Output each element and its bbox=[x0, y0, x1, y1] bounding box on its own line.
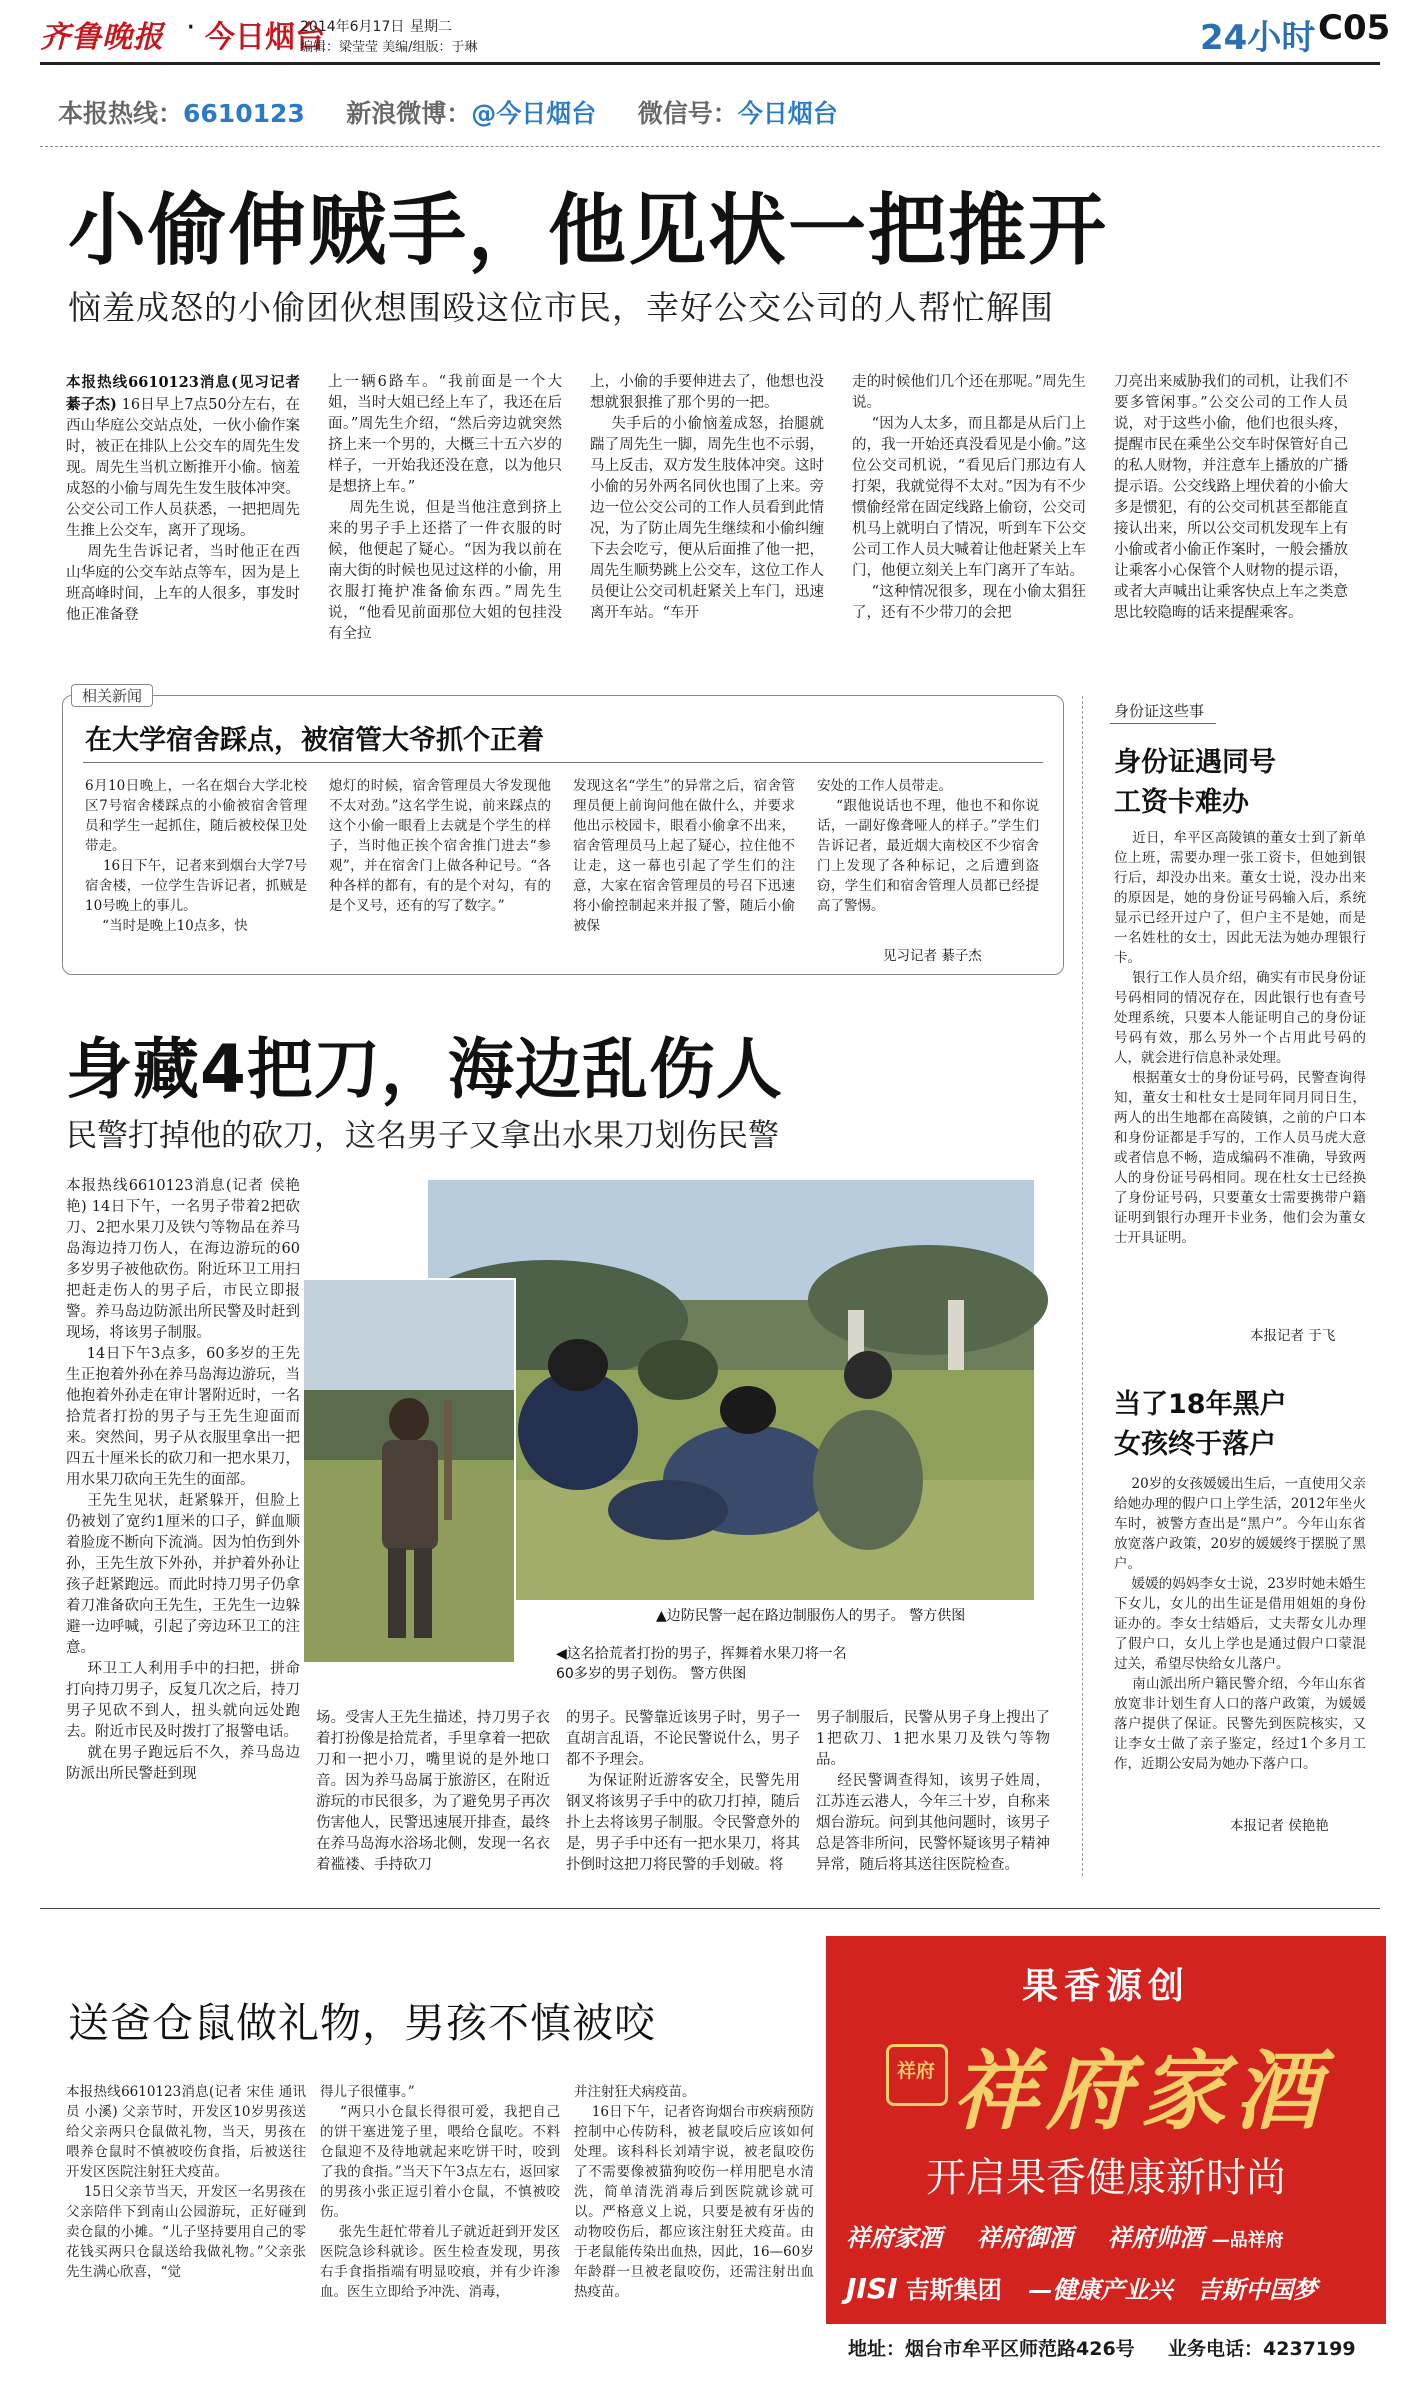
sidebar2-body: 20岁的女孩媛媛出生后，一直使用父亲给她办理的假户口上学生活，2012年坐火车时，被警方查出是“黑户”。今年山东省放宽落户政策，20岁的媛媛终于摆脱了黑户。 媛媛的妈妈李女士说，23岁时她未婚生下女儿，女儿的出生证是借用姐姐的身份证办的。李女士结婚后，丈夫帮女儿办理了假户口，女儿上学也是通过假户口蒙混过关，希望尽快给女儿落户。 南山派出所户籍民警介绍，今年山东省放宽非计划生育人口的落户政策，为媛媛落户提供了保证。民警先到医院核实，又让李女士做了亲子鉴定，经过1个多月工作，近期公安局为她办下落户口。 bbox=[1114, 1476, 1366, 1772]
related-column-2: 熄灯的时候，宿舍管理员大爷发现他不太对劲。”这名学生说，前来踩点的这个小偷一眼看上去就是个学生的样子，当时他正挨个宿舍推门进去“参观”，并在宿舍门上做各种记号。“各种各样的都有，有的是个对勾，有的是个叉号，还有的写了数字。” bbox=[329, 778, 551, 914]
ad-products bbox=[846, 2218, 1376, 2253]
article1-column-4: 走的时候他们几个还在那呢。”周先生说。 “因为人太多，而且都是从后门上的，我一开始还真没看见是小偷。”这位公交司机说，“看见后门那边有人打架，我就觉得不太对。”因为有不少惯偷经常在固定线路上偷窃，公交司机马上就明白了情况，听到车下公交公司工作人员大喊着让他赶紧关上车门，他便立刻关上车门离开了车站。 “这种情况很多，现在小偷太猖狂了，还有不少带刀的会把 bbox=[852, 374, 1087, 621]
article2-main-photo bbox=[428, 1180, 1034, 1600]
article3-column-3: 并注射狂犬病疫苗。 16日下午，记者咨询烟台市疾病预防控制中心传防科，被老鼠咬后应该如何处理。该科科长刘靖宇说，被老鼠咬伤了不需要像被猫狗咬伤一样用肥皂水清洗，简单清洗消毒后到医院就诊就可以。严格意义上说，只要是被有牙齿的动物咬伤后，都应该注射狂犬疫苗。由于老鼠能传染出血热，因此，16—60岁年龄群一旦被老鼠咬伤，还需注射出血热疫苗。 bbox=[574, 2084, 814, 2300]
related-col4-text: 安处的工作人员带走。 “跟他说话也不理，他也不和你说话，一副好像聋哑人的样子。”学生们告诉记者，最近烟大南校区不少宿舍门上发现了各种标记，之后遭到盗窃，学生们和宿舍管理人员都已经提高了警惕。 bbox=[817, 778, 1039, 914]
article2-headline: 身藏4把刀，海边乱伤人 bbox=[66, 1031, 783, 1108]
hotline-rule bbox=[40, 146, 1380, 147]
ad-group-slogan-1: —健康产业兴 bbox=[1028, 2276, 1173, 2304]
weibo-label: 新浪微博： bbox=[346, 99, 472, 128]
weibo-value: @今日烟台 bbox=[471, 99, 597, 128]
ad-group-logo: JISI bbox=[846, 2272, 898, 2305]
sidebar1-body: 近日，牟平区高陵镇的董女士到了新单位上班，需要办理一张工资卡，但她到银行后，却没办出来。董女士说，没办出来的原因是，她的身份证号码输入后，系统显示已经开过户了，但户主不是她，而是一名姓杜的女士，因此无法为她办理银行卡。 银行工作人员介绍，确实有市民身份证号码相同的情况存在，因此银行也有查号处理系统，只要本人能证明自己的身份证号码有效，那么另外一个占用此号码的人，就会进行信息补录处理。 根据董女士的身份证号码，民警查询得知，董女士和杜女士是同年同月同日生，两人的出生地都在高陵镇，之前的户口本和身份证都是手写的，工作人员马虎大意或者信息不畅，造成编码不准确，导致两人的身份证号码相同。现在杜女士已经换了身份证号码，只要董女士需要携带户籍证明到银行办理开卡业务，他们会为董女士开具证明。 bbox=[1114, 830, 1366, 1246]
article1-byline: 本报热线6610123消息(见习记者 綦子杰) bbox=[66, 374, 306, 413]
ad-footer bbox=[826, 2324, 1386, 2370]
ad-group-name: 吉斯集团 bbox=[905, 2276, 1002, 2304]
sidebar-divider bbox=[1082, 696, 1083, 1876]
article2-column-1: 本报热线6610123消息(记者 侯艳艳) 14日下午，一名男子带着2把砍刀、2把水果刀及铁勺等物品在养马岛海边持刀伤人，在海边游玩的60多岁男子被他砍伤。附近环卫工用扫把赶走伤人的男子后，市民立即报警。养马岛边防派出所民警及时赶到现场，将该男子制服。 14日下午3点多，60多岁的王先生正抱着外孙在养马岛海边游玩，当他抱着外孙走在审计署附近时，一名拾荒者打扮的男子与王先生迎面而来。突然间，男子从衣服里拿出一把四五十厘米长的砍刀和一把水果刀，用水果刀砍向王先生的面部。 王先生见状，赶紧躲开，但脸上仍被划了宽约1厘米的口子，鲜血顺着脸庞不断向下流淌。因为怕伤到外孙，王先生放下外孙，并护着外孙让孩子赶紧跑远。而此时持刀男子仍拿着刀准备砍向王先生，王先生一边躲避一边呼喊，引起了旁边环卫工的注意。 环卫工人利用手中的扫把，拼命打向持刀男子，反复几次之后，持刀男子见砍不到人，扭头就向远处跑去。附近市民及时拨打了报警电话。 就在男子跑远后不久，养马岛边防派出所民警赶到现 bbox=[66, 1178, 301, 1782]
masthead bbox=[0, 0, 1417, 70]
related-headline: 在大学宿舍踩点，被宿管大爷抓个正着 bbox=[85, 725, 544, 756]
ad-address: 地址：烟台市牟平区师范路426号 bbox=[848, 2338, 1135, 2360]
article3-column-2: 得儿子很懂事。” “两只小仓鼠长得很可爱，我把自己的饼干塞进笼子里，喂给仓鼠吃。不料仓鼠迎不及待地就起来吃饼干时，咬到了我的食指。”当天下午3点左右，返回家的男孩小张正逗引着小仓鼠，不慎被咬伤。 张先生赶忙带着儿子就近赶到开发区医院急诊科就诊。医生检查发现，男孩右手食指指端有明显咬痕，并有少许渗血。医生立即给予冲洗、消毒， bbox=[320, 2084, 560, 2300]
inset-scene-illustration bbox=[304, 1280, 514, 1662]
article1-col1-text: 16日早上7点50分左右，在西山华庭公交站点处，一伙小偷作案时，被正在排队上公交车的周先生发现。周先生当机立断推开小偷。恼羞成怒的小偷与周先生发生肢体冲突。公交公司工作人员获悉，一把把周先生推上公交车，离开了现场。 周先生告诉记者，当时他正在西山华庭的公交车站点等车，因为是上班高峰时间，上车的人很多，事发时他正准备登 bbox=[66, 397, 301, 623]
article1-column-5: 刀亮出来威胁我们的司机，让我们不要多管闲事。”公交公司的工作人员说，对于这些小偷，他们也很头疼，提醒市民在乘坐公交车时保管好自己的私人财物，并注意车上播放的广播提示语。公交线路上埋伏着的小偷大多是惯犯，有的公交司机甚至都能直接认出来，所以公交司机发现车上有小偷或者小偷正作案时，一般会播放让乘客小心保管个人财物的提示语，或者大声喊出让乘客快点上车之类意思比较隐晦的话来提醒乘客。 bbox=[1114, 374, 1348, 621]
ad-product-3: 祥府帅酒 bbox=[1107, 2224, 1204, 2252]
article2-column-3: 的男子。民警靠近该男子时，男子一直胡言乱语，不论民警说什么，男子都不予理会。 为保证附近游客安全，民警先用钢叉将该男子手中的砍刀打掉，随后扑上去将该男子制服。令民警意外的是，男子手中还有一把水果刀，将其扑倒时这把刀将民警的手划破。将 bbox=[566, 1710, 801, 1873]
advertisement bbox=[826, 1936, 1386, 2370]
inset-photo-caption: ◀这名拾荒者打扮的男子，挥舞着水果刀将一名60多岁的男子划伤。 警方供图 bbox=[556, 1646, 847, 1682]
sidebar1 bbox=[1100, 700, 1368, 1360]
related-byline: 见习记者 綦子杰 bbox=[883, 948, 982, 964]
article1-headline: 小偷伸贼手，他见状一把推开 bbox=[68, 186, 1109, 276]
article1-subhead: 恼羞成怒的小偷团伙想围殴这位市民，幸好公交公司的人帮忙解围 bbox=[68, 288, 1054, 327]
article3-headline: 送爸仓鼠做礼物，男孩不慎被咬 bbox=[68, 1999, 656, 2047]
ad-group-row bbox=[846, 2270, 1376, 2305]
sidebar1-headline-1: 身份证遇同号 bbox=[1114, 747, 1276, 778]
issue-weekday: 星期二 bbox=[410, 19, 452, 35]
article2-column-2: 场。受害人王先生描述，持刀男子衣着打扮像是拾荒者，手里拿着一把砍刀和一把小刀，嘴里说的是外地口音。因为养马岛属于旅游区，在附近游玩的市民很多，为了避免男子再次伤害他人，民警迅速展开排查，最终在养马岛海水浴场北侧，发现一名衣着褴褛、手持砍刀 bbox=[316, 1710, 550, 1873]
section-right: 24小时 bbox=[1200, 18, 1316, 58]
related-column-1: 6月10日晚上，一名在烟台大学北校区7号宿舍楼踩点的小偷被宿舍管理员和学生一起抓住，随后被校保卫处带走。 16日下午，记者来到烟台大学7号宿舍楼，一位学生告诉记者，抓贼是10号晚上的事儿。 “当时是晚上10点多，快 bbox=[85, 778, 307, 934]
ad-brand: 祥府家酒 bbox=[952, 2041, 1328, 2142]
main-photo-caption: ▲边防民警一起在路边制服伤人的男子。 警方供图 bbox=[656, 1608, 966, 1624]
sidebar2 bbox=[1100, 1382, 1368, 1852]
article3-column-1: 本报热线6610123消息(记者 宋佳 通讯员 小溪) 父亲节时，开发区10岁男孩送给父亲两只仓鼠做礼物，当天，男孩在喂养仓鼠时不慎被咬伤食指，后被送往开发区医院注射狂犬疫苗。 15日父亲节当天，开发区一名男孩在父亲陪伴下到南山公园游玩，正好碰到卖仓鼠的小摊。“儿子坚持要用自己的零花钱买两只仓鼠送给我做礼物。”父亲张先生满心欣喜，“觉 bbox=[66, 2084, 306, 2280]
article1-column-3: 上，小偷的手要伸进去了，他想也没想就狠狠推了那个男的一把。 失手后的小偷恼羞成怒，抬腿就踹了周先生一脚，周先生也不示弱，马上反击，双方发生肢体冲突。这时小偷的另外两名同伙也围了上来。旁边一位公交公司的工作人员看到此情况，为了防止周先生继续和小偷纠缠下去会吃亏，便从后面推了他一把，周先生顺势跳上公交车，这位工作人员便让公交司机赶紧关上车门，迅速离开车站。“车开 bbox=[590, 374, 825, 621]
article1-body bbox=[66, 372, 1356, 672]
ad-slogan: 开启果香健康新时尚 bbox=[926, 2155, 1286, 2201]
sidebar2-byline: 本报记者 侯艳艳 bbox=[1230, 1818, 1329, 1834]
hotline-label: 本报热线： bbox=[58, 99, 184, 128]
sidebar2-headline-1: 当了18年黑户 bbox=[1114, 1389, 1287, 1420]
article2-inset-photo bbox=[302, 1278, 516, 1664]
related-headline-rule bbox=[83, 762, 1043, 763]
scene-illustration bbox=[428, 1180, 1034, 1600]
related-news-box bbox=[62, 687, 1064, 975]
article2-bottom-rule bbox=[40, 1908, 1380, 1909]
editors-credit: 编辑：梁莹莹 美编/组版：于琳 bbox=[300, 40, 478, 55]
wechat-value: 今日烟台 bbox=[737, 99, 838, 128]
sidebar2-headline-2: 女孩终于落户 bbox=[1114, 1429, 1276, 1460]
sidebar1-tag: 身份证这些事 bbox=[1110, 700, 1216, 724]
ad-product-1: 祥府家酒 bbox=[846, 2224, 942, 2252]
masthead-rule bbox=[40, 62, 1380, 65]
ad-tagline: 果香源创 bbox=[1021, 1965, 1190, 2007]
article1-column-1 bbox=[66, 372, 306, 662]
ad-group-slogan-2: 吉斯中国梦 bbox=[1197, 2276, 1318, 2304]
related-column-3: 发现这名“学生”的异常之后，宿舍管理员便上前询问他在做什么，并要求他出示校园卡，眼看小偷拿不出来，宿舍管理员马上起了疑心，拉住他不让走，这一幕也引起了学生们的注意，大家在宿舍管理员的号召下迅速将小偷控制起来并报了警，随后小偷被保 bbox=[573, 778, 795, 934]
related-column-4 bbox=[817, 776, 1039, 966]
ad-product-tail: —品祥府 bbox=[1211, 2230, 1284, 2251]
hotline-value: 6610123 bbox=[183, 99, 305, 128]
page-number: C05 bbox=[1318, 8, 1391, 48]
ad-phone: 业务电话：4237199 bbox=[1168, 2338, 1356, 2360]
sidebar1-byline: 本报记者 于飞 bbox=[1250, 1328, 1336, 1344]
paper-name: 齐鲁晚报 bbox=[40, 20, 164, 55]
article2-column-4: 男子制服后，民警从男子身上搜出了1把砍刀、1把水果刀及铁勺等物品。 经民警调查得知，该男子姓周，江苏连云港人，今年三十岁，自称来烟台游玩。问到其他问题时，该男子总是答非所问，民警怀疑该男子精神异常，随后将其送往医院检查。 bbox=[816, 1710, 1051, 1873]
related-tag: 相关新闻 bbox=[71, 684, 153, 707]
article2-subhead: 民警打掉他的砍刀，这名男子又拿出水果刀划伤民警 bbox=[66, 1118, 779, 1154]
ad-product-2: 祥府御酒 bbox=[976, 2224, 1073, 2252]
section-dot: · bbox=[186, 10, 196, 45]
ad-seal-text: 祥府 bbox=[896, 2060, 935, 2082]
article1-column-2: 上一辆6路车。“我前面是一个大姐，当时大姐已经上车了，我还在后面。”周先生介绍，“然后旁边就突然挤上来一个男的，大概三十五六岁的样子，一开始我还没在意，以为他只是想挤上车。” 周先生说，但是当他注意到挤上来的男子手上还搭了一件衣服的时候，他便起了疑心。“因为我以前在南大街的时候也见过这样的小偷，用衣服打掩护准备偷东西。”周先生说，“他看见前面那位大姐的包挂没有全拉 bbox=[328, 374, 563, 642]
section-name: 今日烟台 bbox=[205, 20, 325, 55]
sidebar1-headline-2: 工资卡难办 bbox=[1114, 787, 1249, 818]
wechat-label: 微信号： bbox=[637, 99, 738, 128]
hotline-bar bbox=[58, 94, 838, 134]
issue-date: 2014年6月17日 bbox=[300, 19, 405, 35]
